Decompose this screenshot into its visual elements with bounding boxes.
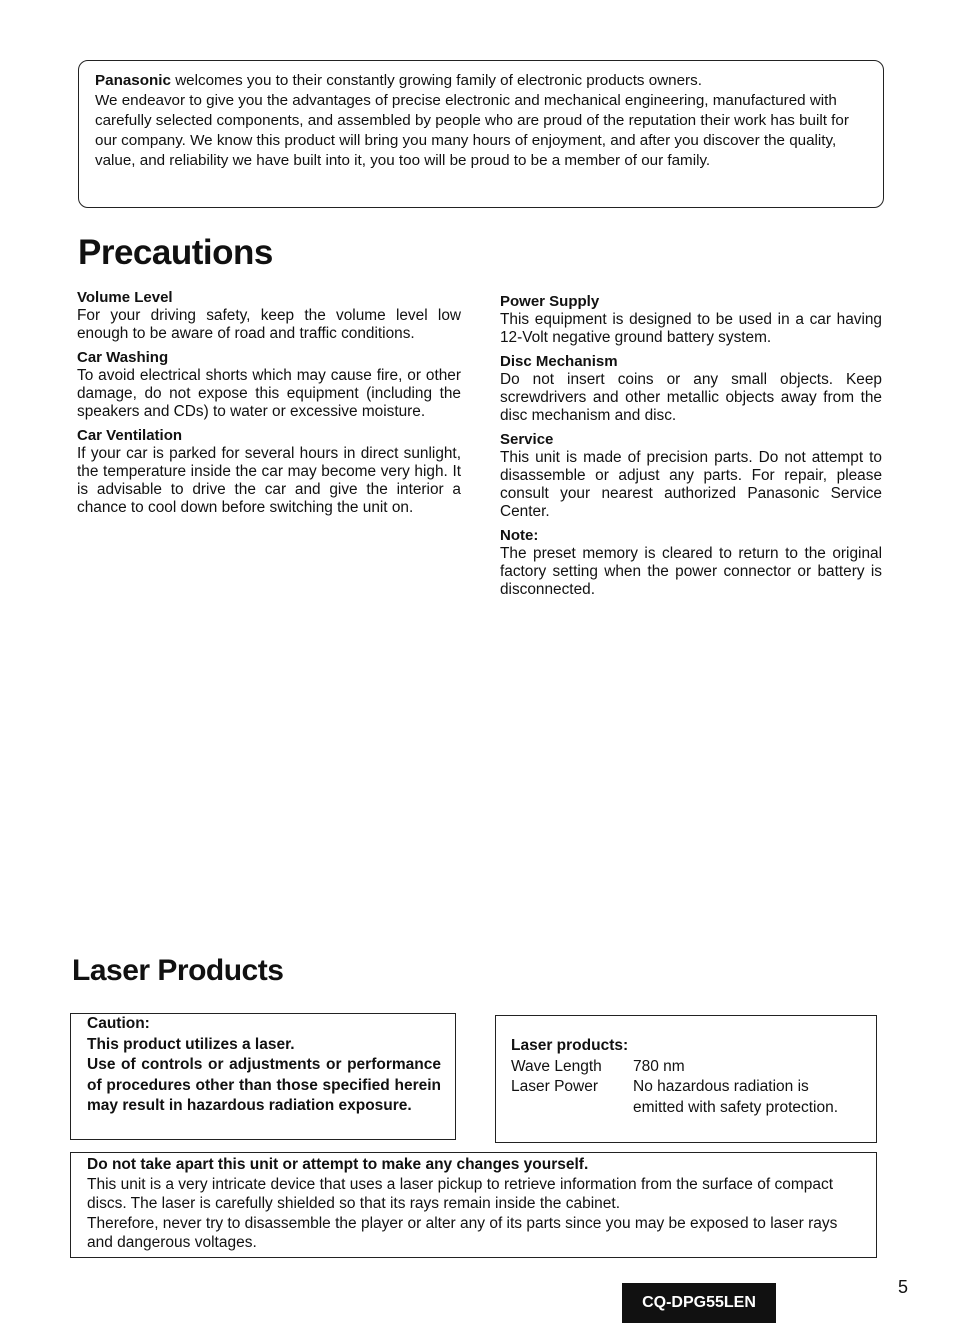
- precaution-heading: Car Washing: [77, 349, 169, 366]
- precautions-title: Precautions: [78, 233, 273, 272]
- laser-power-value: No hazardous radiation is emitted with safety protection.: [633, 1078, 839, 1116]
- precaution-text: For your driving safety, keep the volume level low enough to be aware of road and traffic conditions.: [77, 307, 461, 342]
- precaution-heading: Disc Mechanism: [500, 353, 618, 370]
- caution-line-1: This product utilizes a laser.: [87, 1035, 295, 1053]
- warning-paragraph-2: Therefore, never try to disassemble the player or alter any of its parts since you may be exposed to laser rays and dangerous voltages.: [87, 1214, 838, 1251]
- intro-lead: welcomes you to their constantly growing family of electronic products owners.: [170, 72, 702, 89]
- laser-specs-label: Laser products:: [511, 1037, 629, 1054]
- caution-box: [70, 1013, 456, 1140]
- precaution-section: [500, 293, 882, 347]
- precaution-section: [500, 353, 882, 425]
- laser-power-row: [511, 1077, 862, 1118]
- precaution-heading: Note:: [500, 527, 539, 544]
- warning-box: [70, 1152, 877, 1258]
- brand-name: Panasonic: [95, 72, 171, 89]
- laser-products-title: Laser Products: [72, 954, 284, 987]
- precautions-right-column: [500, 293, 882, 605]
- warning-paragraph-1: This unit is a very intricate device that uses a laser pickup to retrieve information from the surface of compact discs. The laser is carefully shielded so that its rays remain inside the cabinet.: [87, 1175, 834, 1212]
- caution-label: Caution:: [87, 1015, 150, 1032]
- precaution-section: [77, 427, 461, 517]
- intro-body: We endeavor to give you the advantages of precise electronic and mechanical engineering, manufactured with carefully selected components, and assembled by people who are proud of the reputation their work has built for our company. We know this product will bring you many hours of enjoyment, and after you discover the quality, value, and reliability we have built into it, you too will be proud to be a member of our family.: [95, 92, 849, 169]
- precaution-text: The preset memory is cleared to return to the original factory setting when the power connector or battery is disconnected.: [500, 545, 882, 598]
- precaution-text: This equipment is designed to be used in a car having 12-Volt negative ground battery system.: [500, 311, 882, 346]
- page-number: 5: [898, 1277, 909, 1297]
- laser-specs-box: [495, 1015, 877, 1143]
- precaution-heading: Service: [500, 431, 554, 448]
- laser-power-label: Laser Power: [511, 1078, 599, 1095]
- intro-box: [78, 60, 884, 208]
- precaution-text: Do not insert coins or any small objects. Keep screwdrivers and other metallic objects away from the disc mechanism and disc.: [500, 371, 882, 424]
- wave-length-label: Wave Length: [511, 1057, 602, 1075]
- intro-paragraph: [95, 71, 869, 91]
- wave-length-row: [511, 1057, 862, 1078]
- model-number-badge: CQ-DPG55LEN: [622, 1283, 776, 1323]
- precaution-heading: Volume Level: [77, 289, 173, 306]
- precaution-text: To avoid electrical shorts which may cause fire, or other damage, do not expose this equipment (including the speakers and CDs) to water or excessive moisture.: [77, 367, 461, 420]
- precaution-section: [77, 349, 461, 421]
- precautions-left-column: [77, 289, 461, 523]
- caution-line-2: Use of controls or adjustments or performance of procedures other than those specified herein may result in hazardous radiation exposure.: [87, 1056, 441, 1114]
- precaution-text: If your car is parked for several hours in direct sunlight, the temperature inside the car may become very high. It is advisable to drive the car and give the interior a chance to cool down before switching the unit on.: [77, 445, 461, 516]
- precaution-section: [77, 289, 461, 343]
- warning-heading: Do not take apart this unit or attempt to make any changes yourself.: [87, 1156, 589, 1173]
- precaution-section: [500, 431, 882, 521]
- precaution-section: [500, 527, 882, 599]
- precaution-heading: Car Ventilation: [77, 427, 183, 444]
- precaution-text: This unit is made of precision parts. Do not attempt to disassemble or adjust any parts. For repair, please consult your nearest authorized Panasonic Service Center.: [500, 449, 882, 520]
- wave-length-value: 780 nm: [633, 1057, 685, 1075]
- precaution-heading: Power Supply: [500, 293, 600, 310]
